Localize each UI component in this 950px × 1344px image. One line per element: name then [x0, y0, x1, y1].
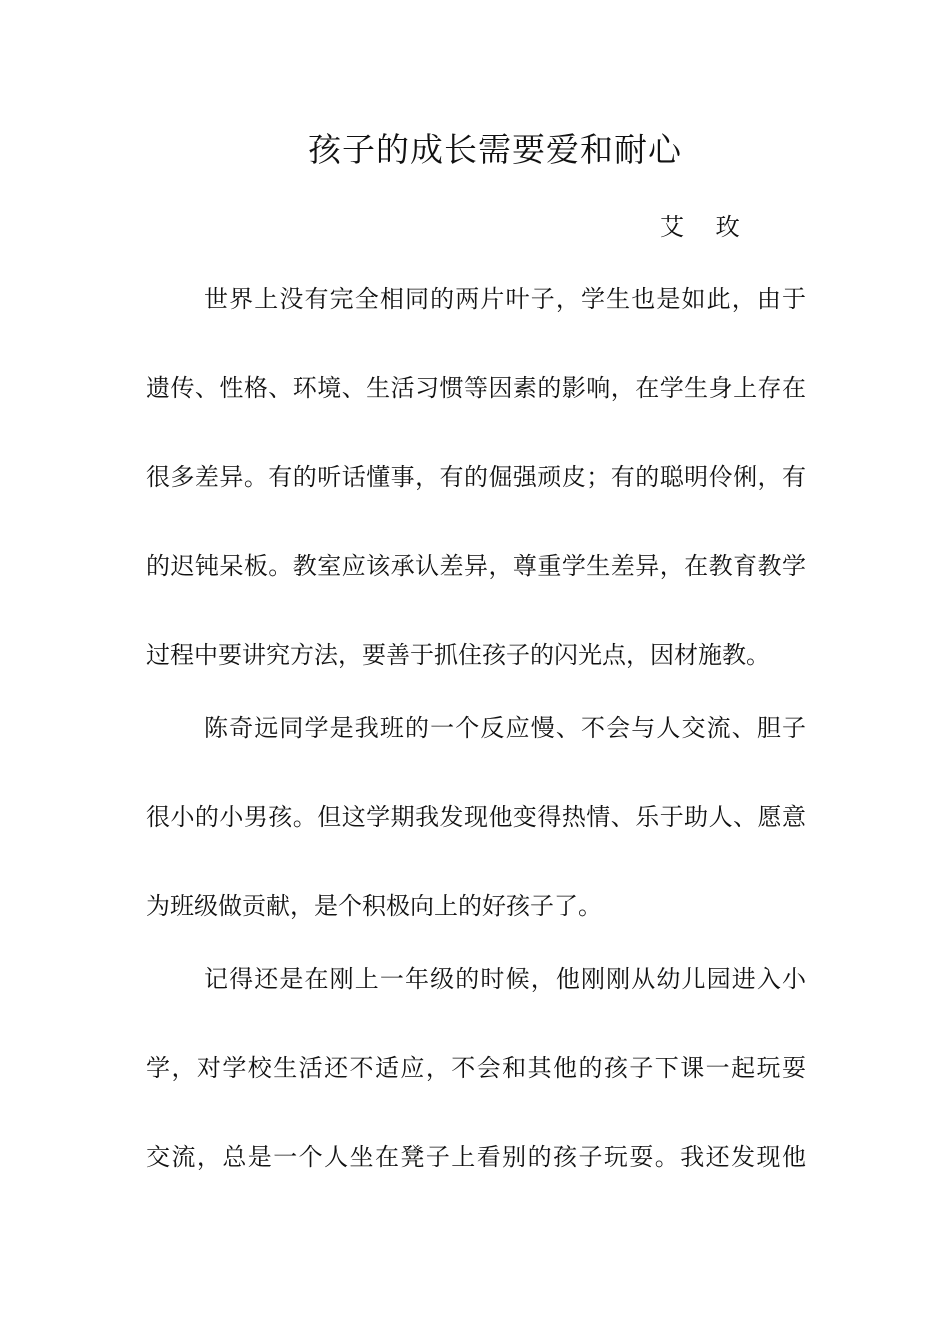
paragraph-1-line-4: 的迟钝呆板。教室应该承认差异，尊重学生差异，在教育教学 [146, 552, 806, 580]
paragraph-3-line-3: 交流，总是一个人坐在凳子上看别的孩子玩耍。我还发现他 [146, 1143, 806, 1171]
paragraph-2-line-1: 陈奇远同学是我班的一个反应慢、不会与人交流、胆子 [204, 714, 806, 742]
paragraph-1-line-2: 遗传、性格、环境、生活习惯等因素的影响，在学生身上存在 [146, 374, 806, 402]
paragraph-2-line-2: 很小的小男孩。但这学期我发现他变得热情、乐于助人、愿意 [146, 803, 806, 831]
paragraph-1-line-1: 世界上没有完全相同的两片叶子，学生也是如此，由于 [204, 285, 806, 313]
paragraph-3-line-2: 学，对学校生活还不适应，不会和其他的孩子下课一起玩耍 [146, 1054, 806, 1082]
paragraph-1-line-5: 过程中要讲究方法，要善于抓住孩子的闪光点，因材施教。 [146, 641, 770, 669]
paragraph-1-line-3: 很多差异。有的听话懂事，有的倔强顽皮；有的聪明伶俐，有 [146, 463, 806, 491]
author-name: 艾 玫 [660, 213, 740, 241]
document-title: 孩子的成长需要爱和耐心 [308, 130, 682, 169]
paragraph-3-line-1: 记得还是在刚上一年级的时候，他刚刚从幼儿园进入小 [204, 965, 806, 993]
paragraph-2-line-3: 为班级做贡献，是个积极向上的好孩子了。 [146, 892, 602, 920]
